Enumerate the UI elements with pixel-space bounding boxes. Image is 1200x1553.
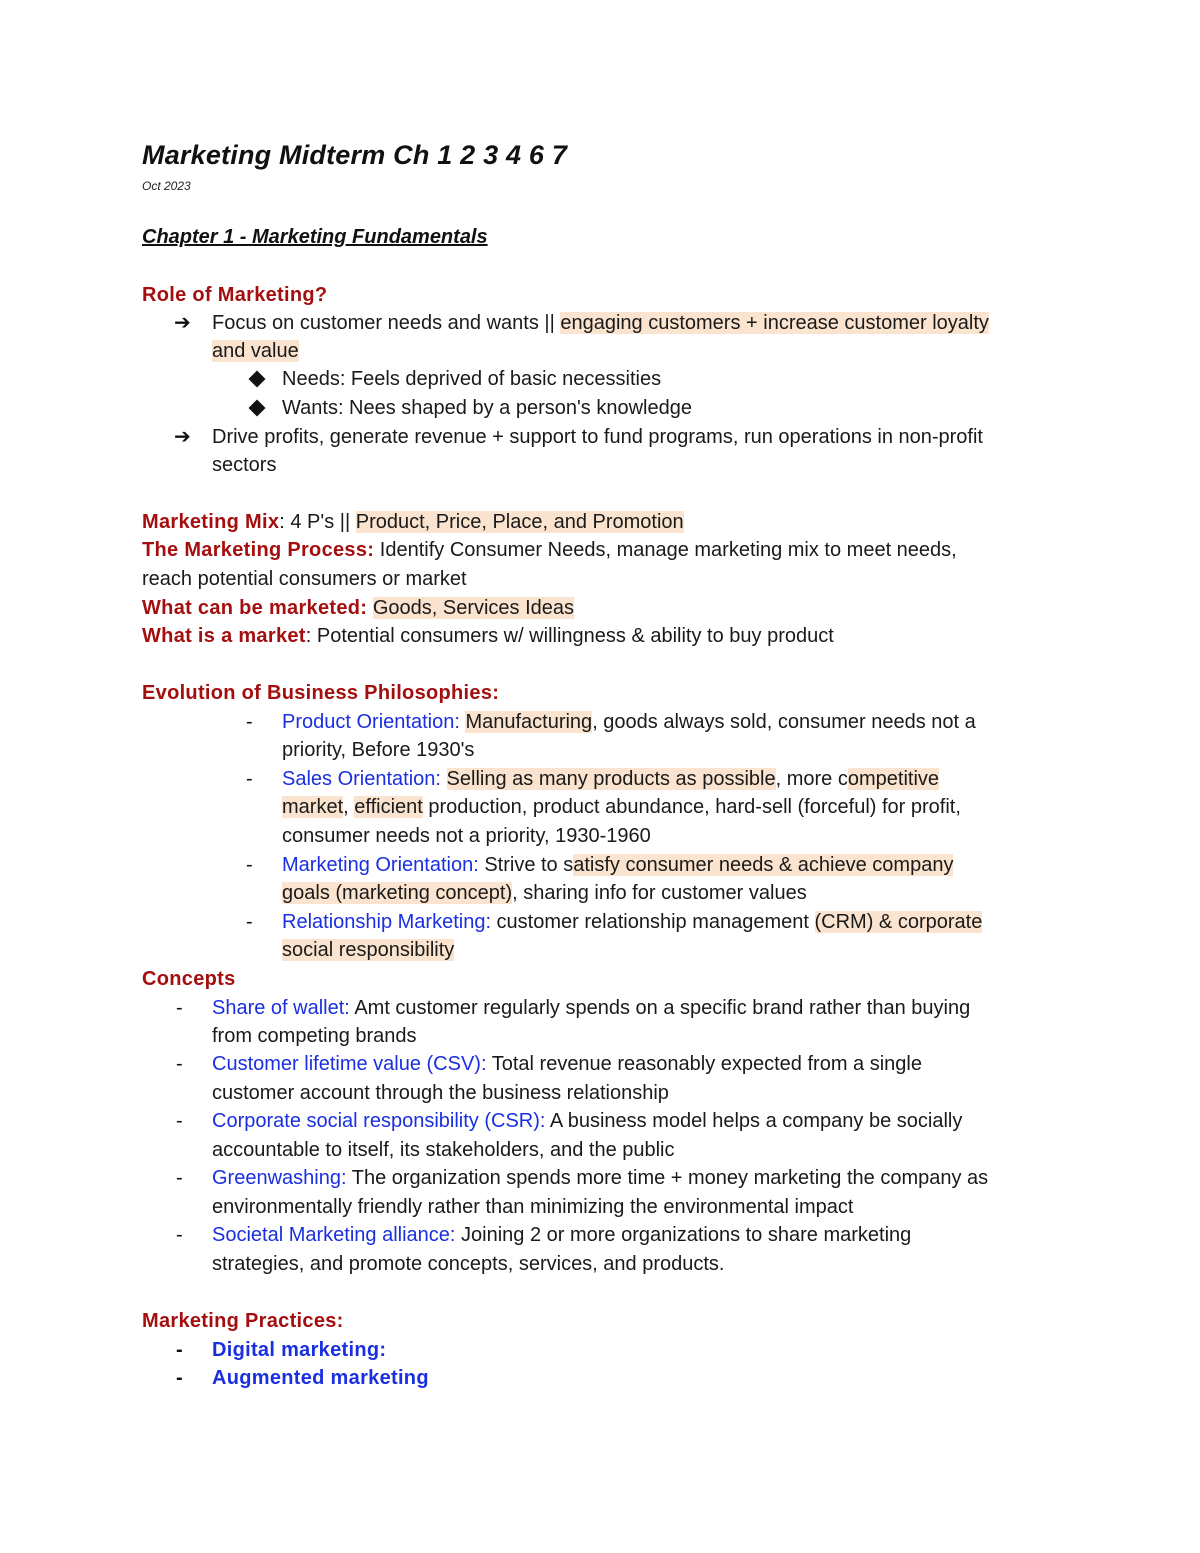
what-marketed-line: What can be marketed: Goods, Services Ideas [142, 597, 575, 619]
customer-lifetime-value-cont: customer account through the business relationship [212, 1082, 669, 1104]
role-bullet-2-cont: sectors [212, 454, 277, 476]
dash-bullet: - [176, 1224, 183, 1246]
relationship-marketing: Relationship Marketing: customer relationship management (CRM) & corporate [282, 911, 983, 933]
wants-item: Wants: Nees shaped by a person's knowledge [282, 397, 692, 419]
sales-orientation-cont: market, efficient production, product abundance, hard-sell (forceful) for profit, [282, 796, 961, 818]
concepts-heading: Concepts [142, 968, 236, 990]
needs-item: Needs: Feels deprived of basic necessities [282, 368, 662, 390]
greenwashing-cont: environmentally friendly rather than minimizing the environmental impact [212, 1196, 854, 1218]
arrow-bullet-icon: ➔ [174, 312, 191, 334]
arrow-bullet-icon: ➔ [174, 426, 191, 448]
dash-bullet: - [176, 1110, 183, 1132]
what-market-line: What is a market: Potential consumers w/ willingness & ability to buy product [142, 625, 834, 647]
dash-bullet: - [176, 997, 183, 1019]
dash-bullet: - [246, 854, 253, 876]
societal-marketing-alliance: Societal Marketing alliance: Joining 2 or more organizations to share marketing [212, 1224, 912, 1246]
practice-augmented-marketing: Augmented marketing [212, 1367, 429, 1389]
marketing-orientation-cont: goals (marketing concept), sharing info for customer values [282, 882, 807, 904]
corporate-social-responsibility: Corporate social responsibility (CSR): A business model helps a company be socially [212, 1110, 963, 1132]
relationship-marketing-cont: social responsibility [282, 939, 455, 961]
sales-orientation: Sales Orientation: Selling as many products as possible, more competitive [282, 768, 940, 790]
diamond-bullet-icon [251, 365, 263, 393]
evolution-heading: Evolution of Business Philosophies: [142, 682, 500, 704]
role-bullet-1: Focus on customer needs and wants || engaging customers + increase customer loyalty [212, 312, 989, 334]
marketing-mix-line: Marketing Mix: 4 P's || Product, Price, Place, and Promotion [142, 511, 684, 533]
dash-bullet: - [176, 1167, 183, 1189]
product-orientation-cont: priority, Before 1930's [282, 739, 475, 761]
share-of-wallet-cont: from competing brands [212, 1025, 417, 1047]
dash-bullet: - [246, 911, 253, 933]
dash-bullet: - [176, 1367, 183, 1389]
dash-bullet: - [246, 768, 253, 790]
role-bullet-1-cont: and value [212, 340, 299, 362]
societal-marketing-alliance-cont: strategies, and promote concepts, services, and products. [212, 1253, 725, 1275]
dash-bullet: - [176, 1339, 183, 1361]
practice-digital-marketing: Digital marketing: [212, 1339, 387, 1361]
role-bullet-2: Drive profits, generate revenue + support to fund programs, run operations in non-profit [212, 426, 983, 448]
role-heading: Role of Marketing? [142, 284, 328, 306]
greenwashing: Greenwashing: The organization spends more time + money marketing the company as [212, 1167, 989, 1189]
diamond-bullet-icon [251, 394, 263, 422]
dash-bullet: - [176, 1053, 183, 1075]
sales-orientation-cont2: consumer needs not a priority, 1930-1960 [282, 825, 651, 847]
dash-bullet: - [246, 711, 253, 733]
practices-heading: Marketing Practices: [142, 1310, 344, 1332]
document-title: Marketing Midterm Ch 1 2 3 4 6 7 [142, 140, 568, 170]
corporate-social-responsibility-cont: accountable to itself, its stakeholders, and the public [212, 1139, 675, 1161]
document-date: Oct 2023 [142, 179, 191, 193]
chapter-heading: Chapter 1 - Marketing Fundamentals [142, 226, 488, 248]
marketing-process-line: The Marketing Process: Identify Consumer Needs, manage marketing mix to meet needs, [142, 539, 957, 561]
product-orientation: Product Orientation: Manufacturing, goods always sold, consumer needs not a [282, 711, 976, 733]
marketing-process-cont: reach potential consumers or market [142, 568, 467, 590]
customer-lifetime-value: Customer lifetime value (CSV): Total revenue reasonably expected from a single [212, 1053, 922, 1075]
marketing-orientation: Marketing Orientation: Strive to satisfy consumer needs & achieve company [282, 854, 954, 876]
share-of-wallet: Share of wallet: Amt customer regularly spends on a specific brand rather than buying [212, 997, 971, 1019]
